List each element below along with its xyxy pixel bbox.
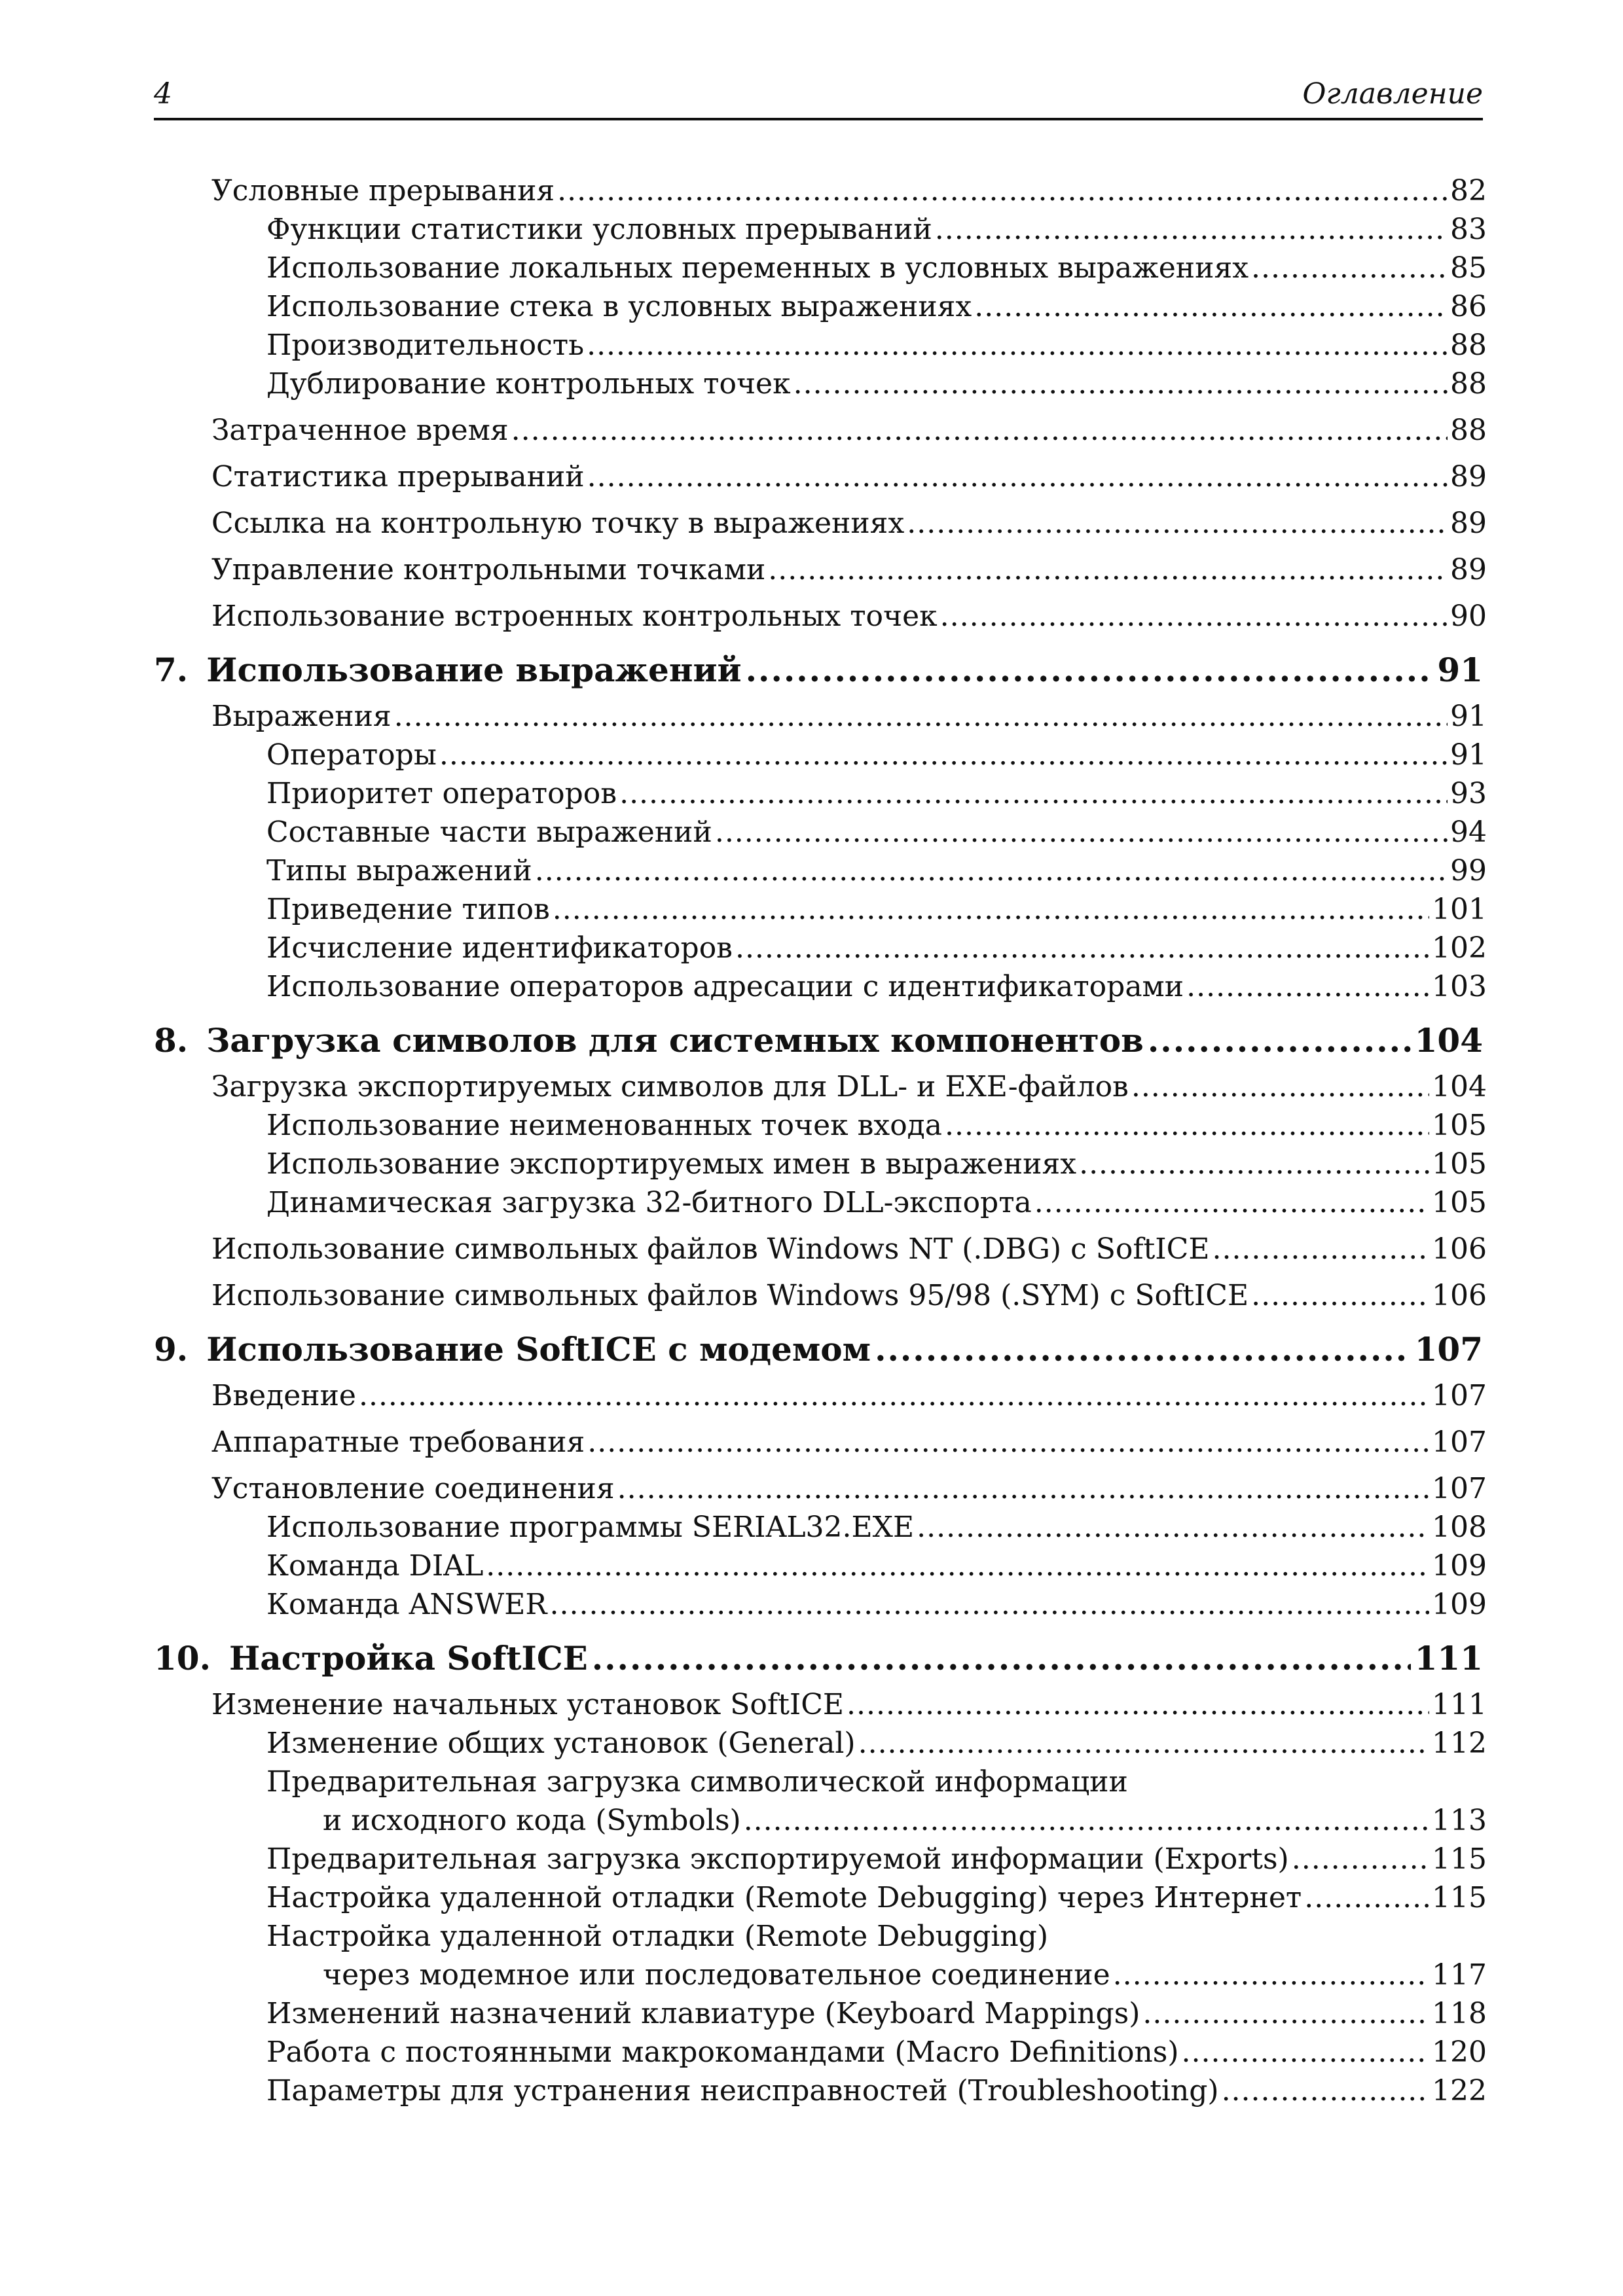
- chapter-number: 9.: [154, 1330, 189, 1369]
- dot-leader: [744, 1801, 1429, 1840]
- toc-section: [154, 504, 1487, 543]
- dot-leader: [619, 774, 1448, 813]
- dot-leader: [1182, 2033, 1429, 2072]
- entry-title: Использование встроенных контрольных точек: [211, 600, 938, 633]
- toc-section: [154, 1685, 1487, 1724]
- chapter-title: Настройка SoftICE: [229, 1639, 588, 1677]
- dot-leader: [587, 326, 1448, 365]
- dot-leader: [1148, 1018, 1411, 1064]
- dot-leader: [875, 1327, 1411, 1372]
- toc-section: [154, 411, 1487, 450]
- page-ref: 88: [1450, 329, 1487, 362]
- toc-subsection: [154, 287, 1487, 326]
- page-ref: 107: [1432, 1472, 1487, 1505]
- page-ref: 105: [1432, 1147, 1487, 1181]
- dot-leader: [1222, 2072, 1429, 2110]
- toc-subsection: [154, 929, 1487, 967]
- entry-title: Работа с постоянными макрокомандами (Macro Definitions): [266, 2036, 1179, 2069]
- dot-leader: [394, 697, 1448, 736]
- page-ref: 102: [1432, 931, 1487, 965]
- toc-subsection: [154, 736, 1487, 774]
- page-ref: 91: [1437, 651, 1483, 689]
- entry-title: Изменение начальных установок SoftICE: [211, 1688, 845, 1721]
- toc-subsection: [154, 326, 1487, 365]
- entry-title: Команда DIAL: [266, 1549, 484, 1583]
- page-ref: 107: [1432, 1379, 1487, 1412]
- entry-title: Исчисление идентификаторов: [266, 931, 733, 965]
- page-ref: 89: [1450, 553, 1487, 586]
- entry-title: Аппаратные требования: [211, 1426, 585, 1459]
- toc-entry-line: Настройка удаленной отладки (Remote Debugging): [266, 1920, 1049, 1953]
- entry-title: Дублирование контрольных точек: [266, 367, 791, 401]
- page-header: [154, 73, 1483, 120]
- entry-title: Изменений назначений клавиатуре (Keyboard Mappings): [266, 1997, 1140, 2030]
- entry-title: Производительность: [266, 329, 585, 362]
- page-ref: 106: [1432, 1232, 1487, 1266]
- chapter-title: Загрузка символов для системных компонентов: [206, 1021, 1144, 1060]
- page-ref: 122: [1432, 2074, 1487, 2108]
- entry-title: Загрузка экспортируемых символов для DLL- и EXE-файлов: [211, 1070, 1129, 1103]
- dot-leader: [1113, 1956, 1429, 1994]
- entry-title: Ссылка на контрольную точку в выражениях: [211, 507, 905, 540]
- dot-leader: [917, 1508, 1429, 1547]
- entry-title: Типы выражений: [266, 854, 532, 888]
- entry-title: Использование операторов адресации с идентификаторами: [266, 970, 1184, 1003]
- dot-leader: [746, 647, 1434, 693]
- chapter-heading: [154, 647, 1483, 693]
- dot-leader: [587, 1423, 1429, 1462]
- page-ref: 117: [1432, 1958, 1487, 1992]
- entry-title: Составные части выражений: [266, 816, 712, 849]
- toc-subsection: [154, 2033, 1487, 2072]
- page-ref: 88: [1450, 367, 1487, 401]
- toc-subsection: [154, 1145, 1487, 1183]
- toc-subsection: [154, 1878, 1487, 1917]
- toc-section: [154, 1469, 1487, 1508]
- dot-leader: [587, 457, 1448, 496]
- page-ref: 112: [1432, 1727, 1487, 1760]
- chapter-number: 10.: [154, 1639, 211, 1677]
- dot-leader: [793, 365, 1448, 403]
- entry-title: Условные прерывания: [211, 174, 555, 207]
- chapter-heading: [154, 1018, 1483, 1064]
- page-ref: 89: [1450, 507, 1487, 540]
- page-ref: 111: [1414, 1639, 1483, 1677]
- dot-leader: [715, 813, 1448, 852]
- toc-subsection: [154, 1183, 1487, 1222]
- page-ref: 111: [1432, 1688, 1487, 1721]
- dot-leader: [359, 1376, 1429, 1415]
- entry-title: Параметры для устранения неисправностей (Troubleshooting): [266, 2074, 1219, 2108]
- entry-title: Приведение типов: [266, 893, 550, 926]
- page-ref: 99: [1450, 854, 1487, 888]
- toc-section: [154, 171, 1487, 210]
- entry-title: Управление контрольными точками: [211, 553, 766, 586]
- toc-subsection: [154, 1547, 1487, 1585]
- chapter-number: 7.: [154, 651, 189, 689]
- entry-title: через модемное или последовательное соединение: [323, 1958, 1110, 1992]
- dot-leader: [1186, 967, 1429, 1006]
- entry-title: Операторы: [266, 738, 437, 772]
- entry-title: Изменение общих установок (General): [266, 1727, 856, 1760]
- toc-subsection: [154, 813, 1487, 852]
- page-ref: 91: [1450, 700, 1487, 733]
- toc-subsection: [154, 1508, 1487, 1547]
- page-ref: 103: [1432, 970, 1487, 1003]
- dot-leader: [1304, 1878, 1429, 1917]
- page-ref: 82: [1450, 174, 1487, 207]
- chapter-title: Использование SoftICE с модемом: [206, 1330, 871, 1369]
- page-ref: 109: [1432, 1549, 1487, 1583]
- page-ref: 118: [1432, 1997, 1487, 2030]
- toc-section: [154, 1230, 1487, 1268]
- toc-subsection: [154, 1724, 1487, 1763]
- page-ref: 115: [1432, 1881, 1487, 1914]
- entry-title: Приоритет операторов: [266, 777, 617, 810]
- entry-title: Выражения: [211, 700, 392, 733]
- toc-subsection: [154, 890, 1487, 929]
- dot-leader: [439, 736, 1448, 774]
- page-ref: 115: [1432, 1842, 1487, 1876]
- toc-section: [154, 550, 1487, 589]
- toc-subsection: [154, 1106, 1487, 1145]
- dot-leader: [858, 1724, 1429, 1763]
- dot-leader: [1079, 1145, 1429, 1183]
- entry-title: Команда ANSWER: [266, 1588, 547, 1621]
- page-ref: 83: [1450, 213, 1487, 246]
- entry-title: Использование локальных переменных в условных выражениях: [266, 251, 1249, 285]
- page-ref: 108: [1432, 1511, 1487, 1544]
- dot-leader: [557, 171, 1448, 210]
- toc-subsection: [154, 2072, 1487, 2110]
- dot-leader: [768, 550, 1448, 589]
- dot-leader: [847, 1685, 1429, 1724]
- entry-title: Использование программы SERIAL32.EXE: [266, 1511, 915, 1544]
- page-ref: 105: [1432, 1186, 1487, 1219]
- dot-leader: [935, 210, 1448, 249]
- entry-title: Использование экспортируемых имен в выражениях: [266, 1147, 1077, 1181]
- page-ref: 107: [1414, 1330, 1483, 1369]
- dot-leader: [1212, 1230, 1429, 1268]
- dot-leader: [1034, 1183, 1429, 1222]
- entry-title: Введение: [211, 1379, 356, 1412]
- toc-subsection: [154, 774, 1487, 813]
- page-ref: 86: [1450, 290, 1487, 323]
- toc-section: [154, 1423, 1487, 1462]
- page-ref: 89: [1450, 460, 1487, 493]
- dot-leader: [553, 890, 1429, 929]
- page-ref: 113: [1432, 1804, 1487, 1837]
- toc-subsection: [154, 210, 1487, 249]
- dot-leader: [974, 287, 1448, 326]
- toc-subsection: [154, 1840, 1487, 1878]
- table-of-contents: [154, 164, 1487, 2110]
- toc-section: [154, 1376, 1487, 1415]
- dot-leader: [1251, 1276, 1429, 1315]
- chapter-heading: [154, 1327, 1483, 1372]
- toc-subsection: [154, 365, 1487, 403]
- toc-section: [154, 697, 1487, 736]
- entry-title: Установление соединения: [211, 1472, 615, 1505]
- toc-subsection: [154, 1585, 1487, 1624]
- toc-subsection: [154, 967, 1487, 1006]
- entry-title: Функции статистики условных прерываний: [266, 213, 932, 246]
- dot-leader: [535, 852, 1448, 890]
- page-ref: 91: [1450, 738, 1487, 772]
- toc-subsection: [154, 852, 1487, 890]
- chapter-title: Использование выражений: [206, 651, 742, 689]
- toc-section: [154, 1067, 1487, 1106]
- dot-leader: [907, 504, 1448, 543]
- page-ref: 88: [1450, 414, 1487, 447]
- dot-leader: [940, 597, 1448, 636]
- toc-entry-line: Предварительная загрузка символической информации: [266, 1765, 1128, 1799]
- toc-subsection: [154, 1956, 1487, 1994]
- dot-leader: [592, 1636, 1411, 1681]
- page-ref: 106: [1432, 1279, 1487, 1312]
- page-ref: 105: [1432, 1109, 1487, 1142]
- page-ref: 85: [1450, 251, 1487, 285]
- page-ref: 107: [1432, 1426, 1487, 1459]
- dot-leader: [1292, 1840, 1429, 1878]
- toc-section: [154, 597, 1487, 636]
- toc-subsection: [154, 1994, 1487, 2033]
- page-ref: 94: [1450, 816, 1487, 849]
- entry-title: Динамическая загрузка 32-битного DLL-экспорта: [266, 1186, 1032, 1219]
- dot-leader: [945, 1106, 1429, 1145]
- chapter-number: 8.: [154, 1021, 189, 1060]
- page-ref: 90: [1450, 600, 1487, 633]
- page-ref: 101: [1432, 893, 1487, 926]
- toc-section: [154, 457, 1487, 496]
- page-ref: 104: [1432, 1070, 1487, 1103]
- entry-title: Предварительная загрузка экспортируемой информации (Exports): [266, 1842, 1289, 1876]
- toc-section: [154, 1276, 1487, 1315]
- toc-subsection: [154, 249, 1487, 287]
- dot-leader: [617, 1469, 1429, 1508]
- toc-subsection: [154, 1801, 1487, 1840]
- dot-leader: [1142, 1994, 1429, 2033]
- dot-leader: [735, 929, 1429, 967]
- dot-leader: [511, 411, 1448, 450]
- page-ref: 93: [1450, 777, 1487, 810]
- page-ref: 104: [1414, 1021, 1483, 1060]
- running-title: Оглавление: [1302, 77, 1483, 111]
- page-ref: 109: [1432, 1588, 1487, 1621]
- dot-leader: [486, 1547, 1429, 1585]
- dot-leader: [1251, 249, 1448, 287]
- chapter-heading: [154, 1636, 1483, 1681]
- entry-title: Использование стека в условных выражениях: [266, 290, 972, 323]
- dot-leader: [1131, 1067, 1429, 1106]
- entry-title: и исходного кода (Symbols): [323, 1804, 741, 1837]
- entry-title: Затраченное время: [211, 414, 509, 447]
- entry-title: Использование символьных файлов Windows 95/98 (.SYM) с SoftICE: [211, 1279, 1249, 1312]
- dot-leader: [550, 1585, 1429, 1624]
- entry-title: Настройка удаленной отладки (Remote Debugging) через Интернет: [266, 1881, 1302, 1914]
- page-ref: 120: [1432, 2036, 1487, 2069]
- entry-title: Статистика прерываний: [211, 460, 585, 493]
- entry-title: Использование неименованных точек входа: [266, 1109, 943, 1142]
- page-number: 4: [154, 77, 172, 111]
- entry-title: Использование символьных файлов Windows NT (.DBG) с SoftICE: [211, 1232, 1210, 1266]
